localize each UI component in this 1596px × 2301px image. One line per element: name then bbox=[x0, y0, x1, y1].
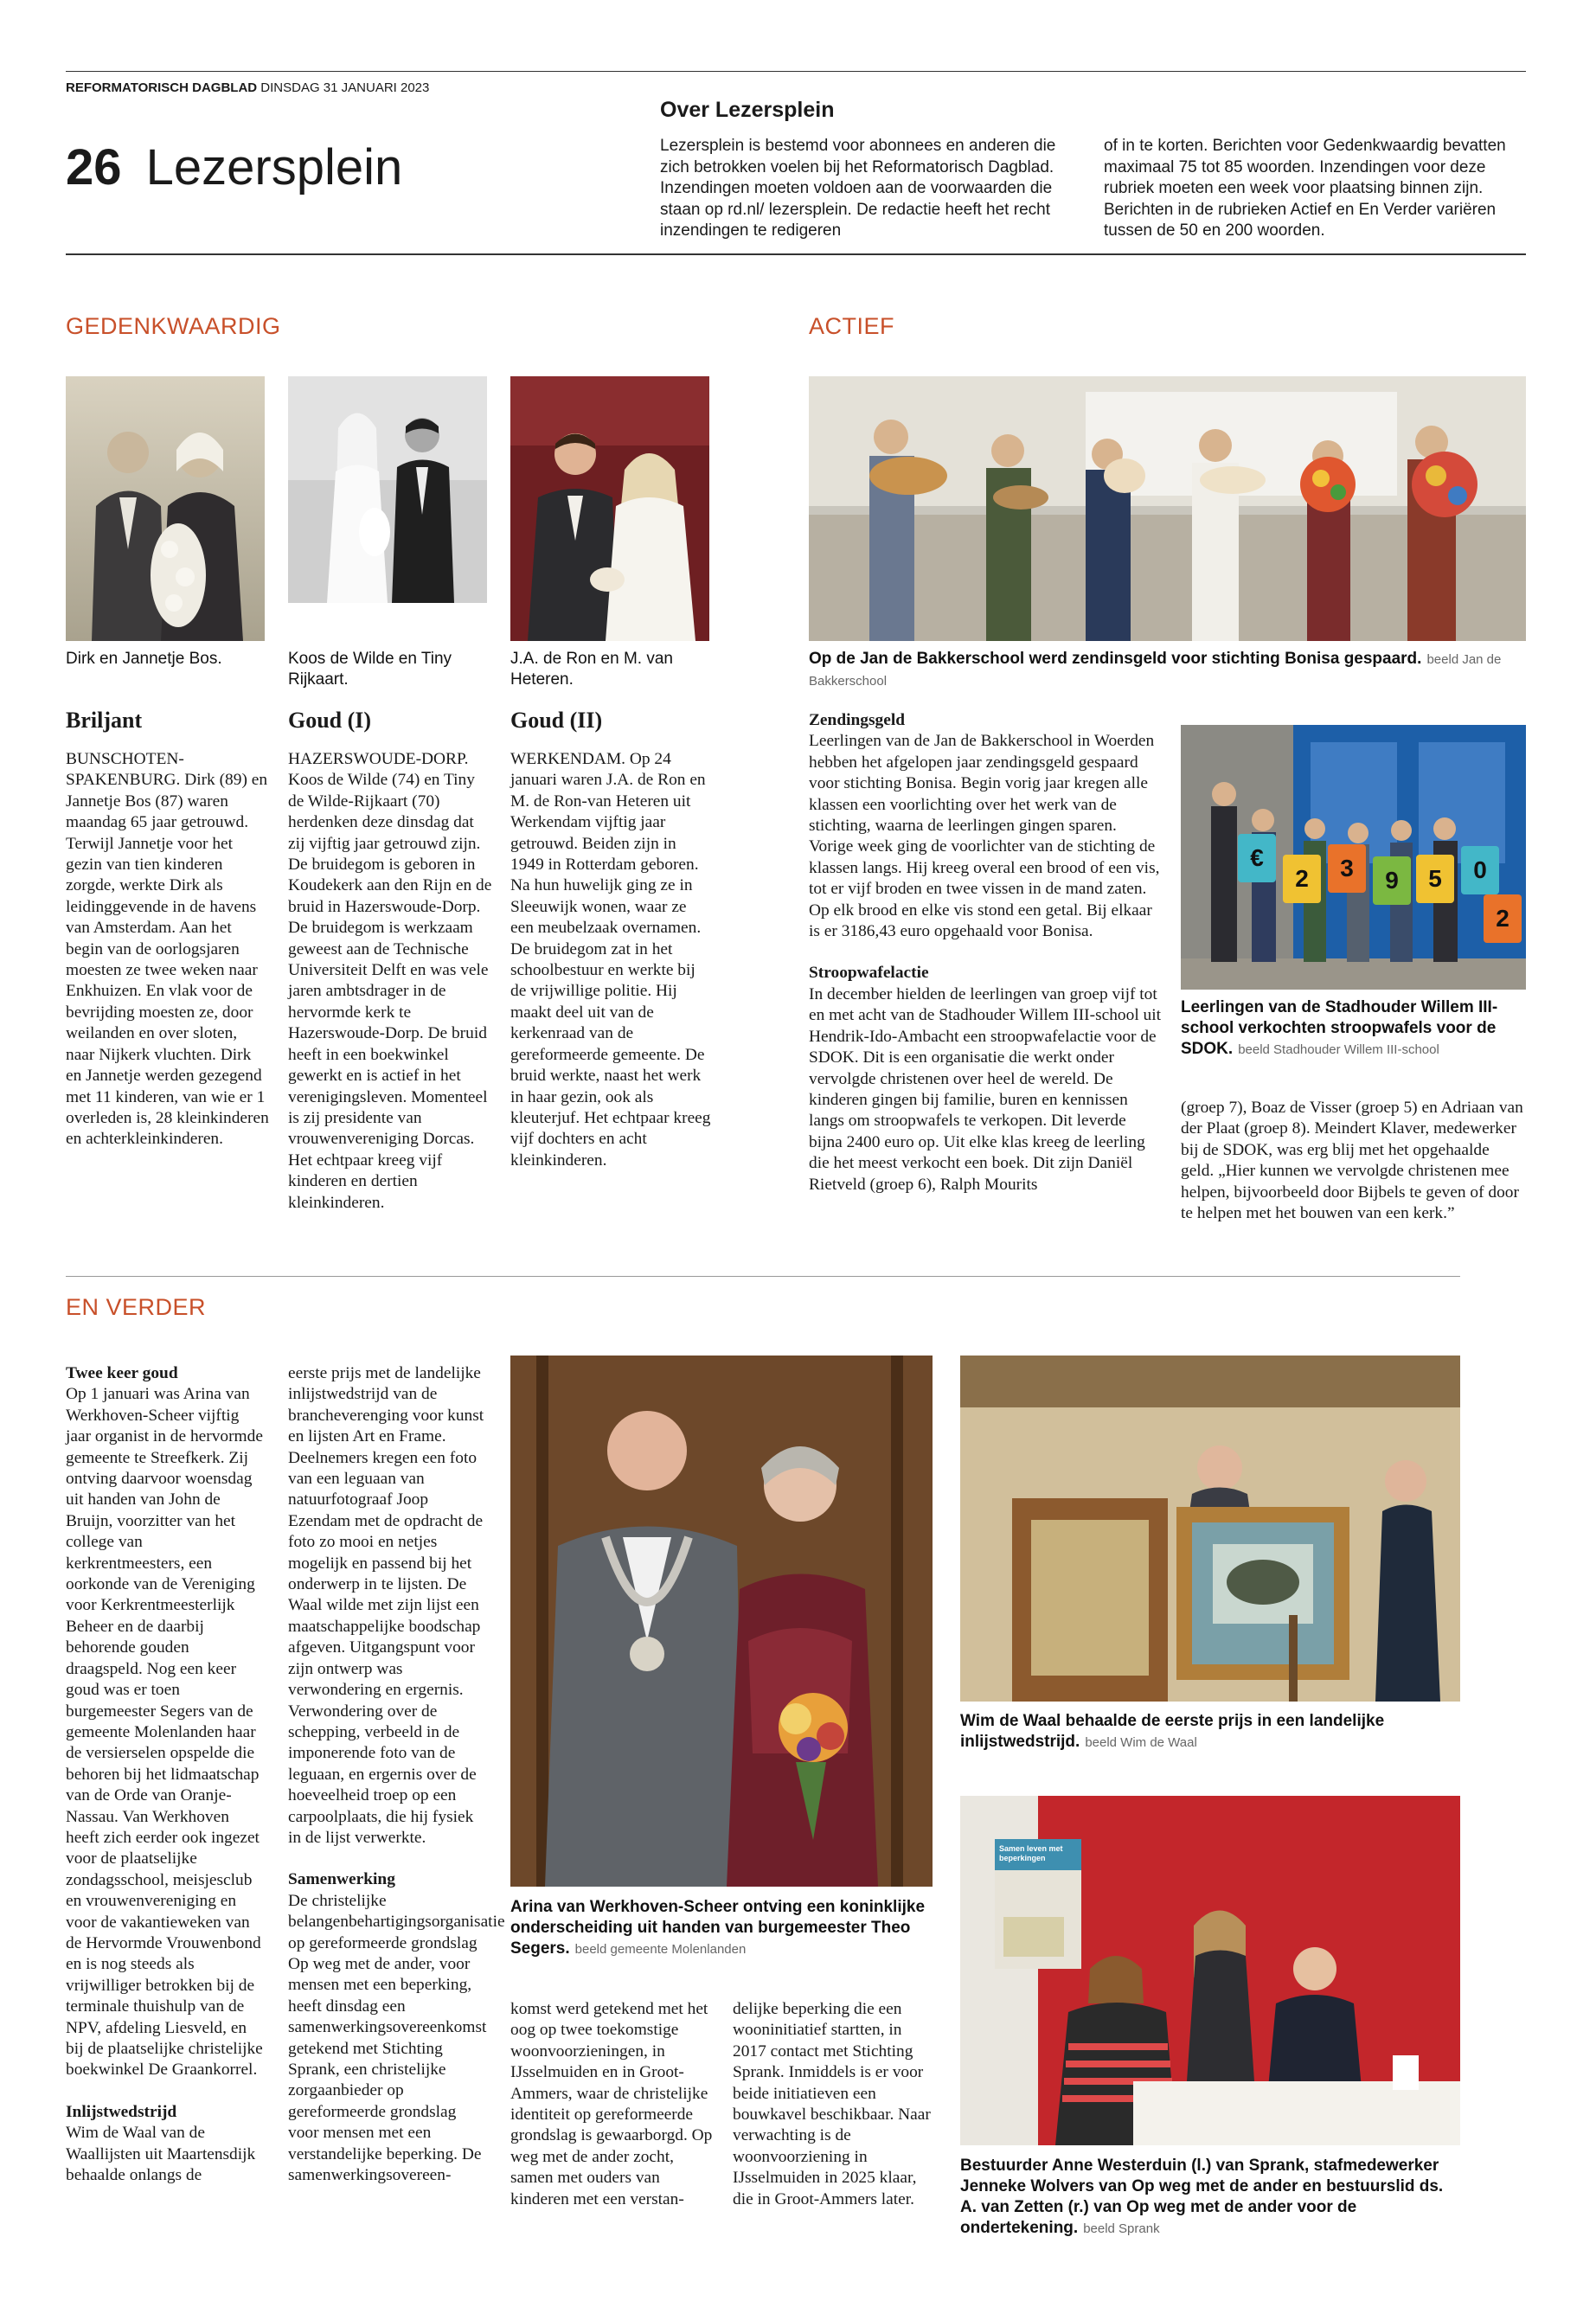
subhead-samenwerking: Samenwerking bbox=[288, 1870, 395, 1889]
wedding-photo-bw-image bbox=[288, 376, 487, 603]
subhead-twee-keer-goud: Twee keer goud bbox=[66, 1364, 178, 1382]
page-number: 26 bbox=[66, 139, 122, 195]
poster-text: Samen leven met beperkingen bbox=[999, 1844, 1063, 1862]
article-samenwerking-col3: komst werd getekend met het oog op twee toekomstige woonvoorzieningen, in IJsselmuiden en in Groot-Ammers, waar de christelijke identiteit op gereformeerde grondslag is gewaarborgd. Op weg met de ander zocht, samen met ouders van kinderen met een verstan- bbox=[510, 2000, 713, 2208]
photo1-caption-text: Arina van Werkhoven-Scheer ontving een koninklijke onderscheiding uit handen van burgemeester Theo Segers. bbox=[510, 1898, 926, 1958]
actief-main-credit: beeld Jan de Bakkerschool bbox=[809, 652, 1502, 689]
photo3-caption-text: Bestuurder Anne Westerduin (l.) van Sprank, stafmedewerker Jenneke Wolvers van Op weg met de ander en bestuurslid ds. A. van Zetten (r.) van Op weg met de ander voor de ondertekening. bbox=[960, 2157, 1444, 2237]
subhead-inlijstwedstrijd: Inlijstwedstrijd bbox=[66, 2102, 177, 2121]
en-verder-col1 bbox=[66, 1363, 263, 2186]
actief-side-caption bbox=[1181, 997, 1526, 1061]
photo2-caption-text: Wim de Waal behaalde de eerste prijs in een landelijke inlijstwedstrijd. bbox=[960, 1712, 1385, 1751]
photo2-credit: beeld Wim de Waal bbox=[1085, 1735, 1197, 1750]
headline-goud-1: Goud (I) bbox=[288, 708, 372, 733]
actief-main-caption-text: Op de Jan de Bakkerschool werd zendinsgeld voor stichting Bonisa gespaard. bbox=[809, 650, 1422, 668]
article-samenwerking-col4: delijke beperking die een wooninitiatief startten, in 2017 contact met Stichting Sprank. Inmiddels is er voor beide initiatieven een bouwkavel beschikbaar. Naar verwachting is de woonvoorziening in IJsselmuiden in 2025 klaar, die in Groot-Ammers later. bbox=[733, 2000, 931, 2208]
about-title: Over Lezersplein bbox=[660, 98, 835, 122]
caption-de-ron: J.A. de Ron en M. van Heteren. bbox=[510, 650, 673, 689]
photo3-caption bbox=[960, 2156, 1460, 2240]
article-zendingsgeld: Leerlingen van de Jan de Bakkerschool in Woerden hebben het afgelopen jaar zendingsgeld gespaard voor stichting Bonisa. Begin vorig jaar kregen alle klassen een voorlichting over het werk van de stichting, waarna de leerlingen gingen sparen. Vorige week ging de voorlichter van de stichting de klassen langs. Hij kreeg overal een brood of een vis, tot er vijf broden en twee vissen in de mand zaten. Op elk brood en elke vis stond een getal. Bij elkaar is er 3186,43 euro opgehaald voor Bonisa. bbox=[809, 732, 1160, 941]
subhead-zendingsgeld: Zendingsgeld bbox=[809, 711, 905, 729]
actief-side-caption-text: Leerlingen van de Stadhouder Willem III-school verkochten stroopwafels voor de SDOK. bbox=[1181, 998, 1498, 1058]
couple-photo-image bbox=[66, 376, 265, 641]
gedenkwaardig-section-label: GEDENKWAARDIG bbox=[66, 313, 281, 339]
sign-digit-2: 2 bbox=[1283, 855, 1321, 903]
page-heading bbox=[66, 140, 402, 195]
photo3-credit: beeld Sprank bbox=[1083, 2221, 1160, 2236]
photo-jan-de-bakkerschool bbox=[809, 376, 1526, 641]
caption-dirk-jannetje: Dirk en Jannetje Bos. bbox=[66, 650, 222, 668]
actief-article bbox=[809, 710, 1163, 1195]
sign-digit-9: 9 bbox=[1373, 856, 1411, 905]
actief-section-label: ACTIEF bbox=[809, 313, 895, 339]
article-twee-keer-goud: Op 1 januari was Arina van Werkhoven-Scheer vijftig jaar organist in de hervormde gemeente te Streefkerk. Zij ontving daarvoor woensdag uit handen van John de Bruijn, voorzitter van het college van kerkrentmeesters, een oorkonde van de Vereniging voor Kerkrentmeesterlijk Beheer en de daarbij behorende gouden draagspeld. Nog een keer goud was er toen burgemeester Segers van de gemeente Molenlanden haar de versierselen opspelde die behoren bij het lidmaatschap van de Orde van Oranje-Nassau. Van Werkhoven heeft zich eerder ook ingezet voor de plaatselijke zondagsschool, meisjesclub en vrouwenvereniging en voor de vakantieweken van de Hervormde Vrouwenbond en is nog steeds als vrijwilliger betrokken bij de terminale thuishulp van de NPV, afdeling Liesveld, en bij de plaatselijke christelijke boekwinkel De Graankorrel. bbox=[66, 1385, 263, 2080]
framed-iguana-image bbox=[960, 1356, 1460, 1702]
photo-sprank-signing bbox=[960, 1796, 1460, 2145]
photo-dirk-jannetje bbox=[66, 376, 265, 641]
issue-date: DINSDAG 31 JANUARI 2023 bbox=[260, 80, 430, 95]
en-verder-section-label: EN VERDER bbox=[66, 1294, 207, 1320]
en-verder-col2 bbox=[288, 1363, 505, 2186]
headline-briljant: Briljant bbox=[66, 708, 143, 733]
header-rule bbox=[66, 253, 1526, 255]
top-rule bbox=[66, 71, 1526, 72]
paper-dateline bbox=[66, 80, 429, 95]
photo-de-ron bbox=[510, 376, 709, 641]
wedding-photo-color-image bbox=[510, 376, 709, 641]
article-goud-2: WERKENDAM. Op 24 januari waren J.A. de Ron en M. de Ron-van Heteren uit Werkendam vijftig jaar getrouwd. Beiden zijn in 1949 in Rotterdam geboren. Na hun huwelijk ging ze in Sleeuwijk wonen, waar ze een meubelzaak overnamen. De bruidegom zat in het schoolbestuur en werkte bij de vrijwillige politie. Hij maakt deel uit van de kerkenraad van de gereformeerde gemeente. De bruid werkte, naast het werk in haar gezin, ook als kleuterjuf. Het echtpaar kreeg vijf dochters en acht kleinkinderen. bbox=[510, 750, 711, 1170]
about-text-col1: Lezersplein is bestemd voor abonnees en anderen die zich betrokken voelen bij het Reformatorisch Dagblad. Inzendingen moeten voldoen aan de voorwaarden die staan op rd.nl/ lezersplein. De redactie heeft het recht inzendingen te redigeren bbox=[660, 137, 1056, 240]
children-bread-fish-image bbox=[809, 376, 1526, 641]
sign-digit-3: 3 bbox=[1328, 844, 1366, 893]
actief-side-credit: beeld Stadhouder Willem III-school bbox=[1238, 1042, 1439, 1057]
article-stroopwafelactie-continued: (groep 7), Boaz de Visser (groep 5) en Adriaan van der Plaat (groep 8). Meindert Klaver, medewerker bij de SDOK, was erg blij met het opgehaalde geld. „Hier kunnen we vervolgde christenen mee helpen, bijvoorbeeld door Bijbels te geven of door te helpen met het bouwen van een kerk.” bbox=[1181, 1099, 1523, 1223]
photo1-caption bbox=[510, 1897, 926, 1960]
article-inlijstwedstrijd-start: Wim de Waal van de Waallijsten uit Maartensdijk behaalde onlangs de bbox=[66, 2124, 256, 2185]
sign-digit-5: 5 bbox=[1416, 855, 1454, 903]
article-inlijstwedstrijd-continued: eerste prijs met de landelijke inlijstwedstrijd van de brancheverenging voor kunst en lijsten Art en Frame. Deelnemers kregen een foto van een leguaan van natuurfotograaf Joop Ezendam met de opdracht de foto zo mooi en netjes mogelijk en passend bij het onderwerp in te lijsten. De Waal wilde met zijn lijst een maatschappelijke boodschap afgeven. Uitgangspunt voor zijn ontwerp was verwondering en ergernis. Verwondering over de schepping, verbeeld in de imponerende foto van de leguaan, en ergernis over de hoeveelheid troep op een carpoolplaats, die hij fysiek in de lijst verwerkte. bbox=[288, 1364, 484, 1847]
sign-euro: € bbox=[1238, 834, 1276, 882]
headline-goud-2: Goud (II) bbox=[510, 708, 603, 733]
photo2-caption bbox=[960, 1711, 1460, 1753]
article-samenwerking: De christelijke belangenbehartigingsorganisatie op gereformeerde grondslag Op weg met de ander, voor mensen met een beperking, heeft dinsdag een samenwerkingsovereenkomst getekend met Stichting Sprank, een christelijke zorgaanbieder op gereformeerde grondslag voor mensen met een verstandelijke beperking. De samenwerkingsovereen- bbox=[288, 1891, 505, 2185]
photo-wim-de-waal bbox=[960, 1356, 1460, 1702]
caption-koos-tiny: Koos de Wilde en Tiny Rijkaart. bbox=[288, 650, 452, 689]
sign-digit-2b: 2 bbox=[1484, 894, 1522, 943]
sign-digit-0: 0 bbox=[1461, 846, 1499, 894]
actief-main-caption bbox=[809, 649, 1526, 692]
mid-rule bbox=[66, 1276, 1460, 1277]
article-goud-1: HAZERSWOUDE-DORP. Koos de Wilde (74) en Tiny de Wilde-Rijkaart (70) herdenken deze dinsdag dat zij vijftig jaar getrouwd zijn. De bruidegom is geboren in Koudekerk aan den Rijn en de bruid in Hazerswoude-Dorp. De bruidegom is werkzaam geweest aan de Technische Universiteit Delft en was vele jaren ambtsdrager in de hervormde kerk te Hazerswoude-Dorp. De bruid heeft in een boekwinkel gewerkt en is actief in het verenigingsleven. Momenteel is zij presidente van vrouwenvereniging Dorcas. Het echtpaar kreeg vijf kinderen en dertien kleinkinderen. bbox=[288, 750, 492, 1212]
mayor-ceremony-image bbox=[510, 1356, 933, 1887]
article-stroopwafelactie: In december hielden de leerlingen van groep vijf tot en met acht van de Stadhouder Willem III-school uit Hendrik-Ido-Ambacht een stroopwafelactie voor de SDOK. Dit is een organisatie die werkt onder vervolgde christenen over heel de wereld. De kinderen gingen bij familie, buren en kennissen langs om stroopwafels te verkopen. Dit leverde bijna 2400 euro op. Uit elke klas kreeg de leerling die het meest verkocht een boek. Dit zijn Daniël Rietveld (groep 6), Ralph Mourits bbox=[809, 984, 1162, 1194]
section-title: Lezersplein bbox=[145, 139, 403, 195]
photo-arina-werkhoven bbox=[510, 1356, 933, 1887]
article-briljant: BUNSCHOTEN-SPAKENBURG. Dirk (89) en Jannetje Bos (87) waren maandag 65 jaar getrouwd. Terwijl Jannetje voor het gezin van tien kinderen zorgde, werkte Dirk als leidinggevende in de havens van Amsterdam. Aan het begin van de oorlogsjaren moesten ze twee weken naar Enkhuizen. En vlak voor de bevrijding moesten ze, door weilanden en over sloten, naar Nijkerk vluchten. Dirk en Jannetje werden gezegend met 11 kinderen, van wie er 1 overleden is, 28 kleinkinderen en achterkleinkinderen. bbox=[66, 750, 269, 1149]
photo-stroopwafelactie bbox=[1181, 725, 1526, 990]
about-text-col2: of in te korten. Berichten voor Gedenkwaardig bevatten maximaal 75 tot 85 woorden. Inzendingen voor deze rubriek moeten een week voor plaatsing binnen zijn. Berichten in de rubrieken Actief en En Verder variëren tussen de 50 en 200 woorden. bbox=[1104, 137, 1506, 240]
subhead-stroopwafelactie: Stroopwafelactie bbox=[809, 964, 929, 983]
photo1-credit: beeld gemeente Molenlanden bbox=[574, 1942, 747, 1957]
photo-koos-tiny bbox=[288, 376, 487, 603]
paper-name: REFORMATORISCH DAGBLAD bbox=[66, 80, 258, 95]
